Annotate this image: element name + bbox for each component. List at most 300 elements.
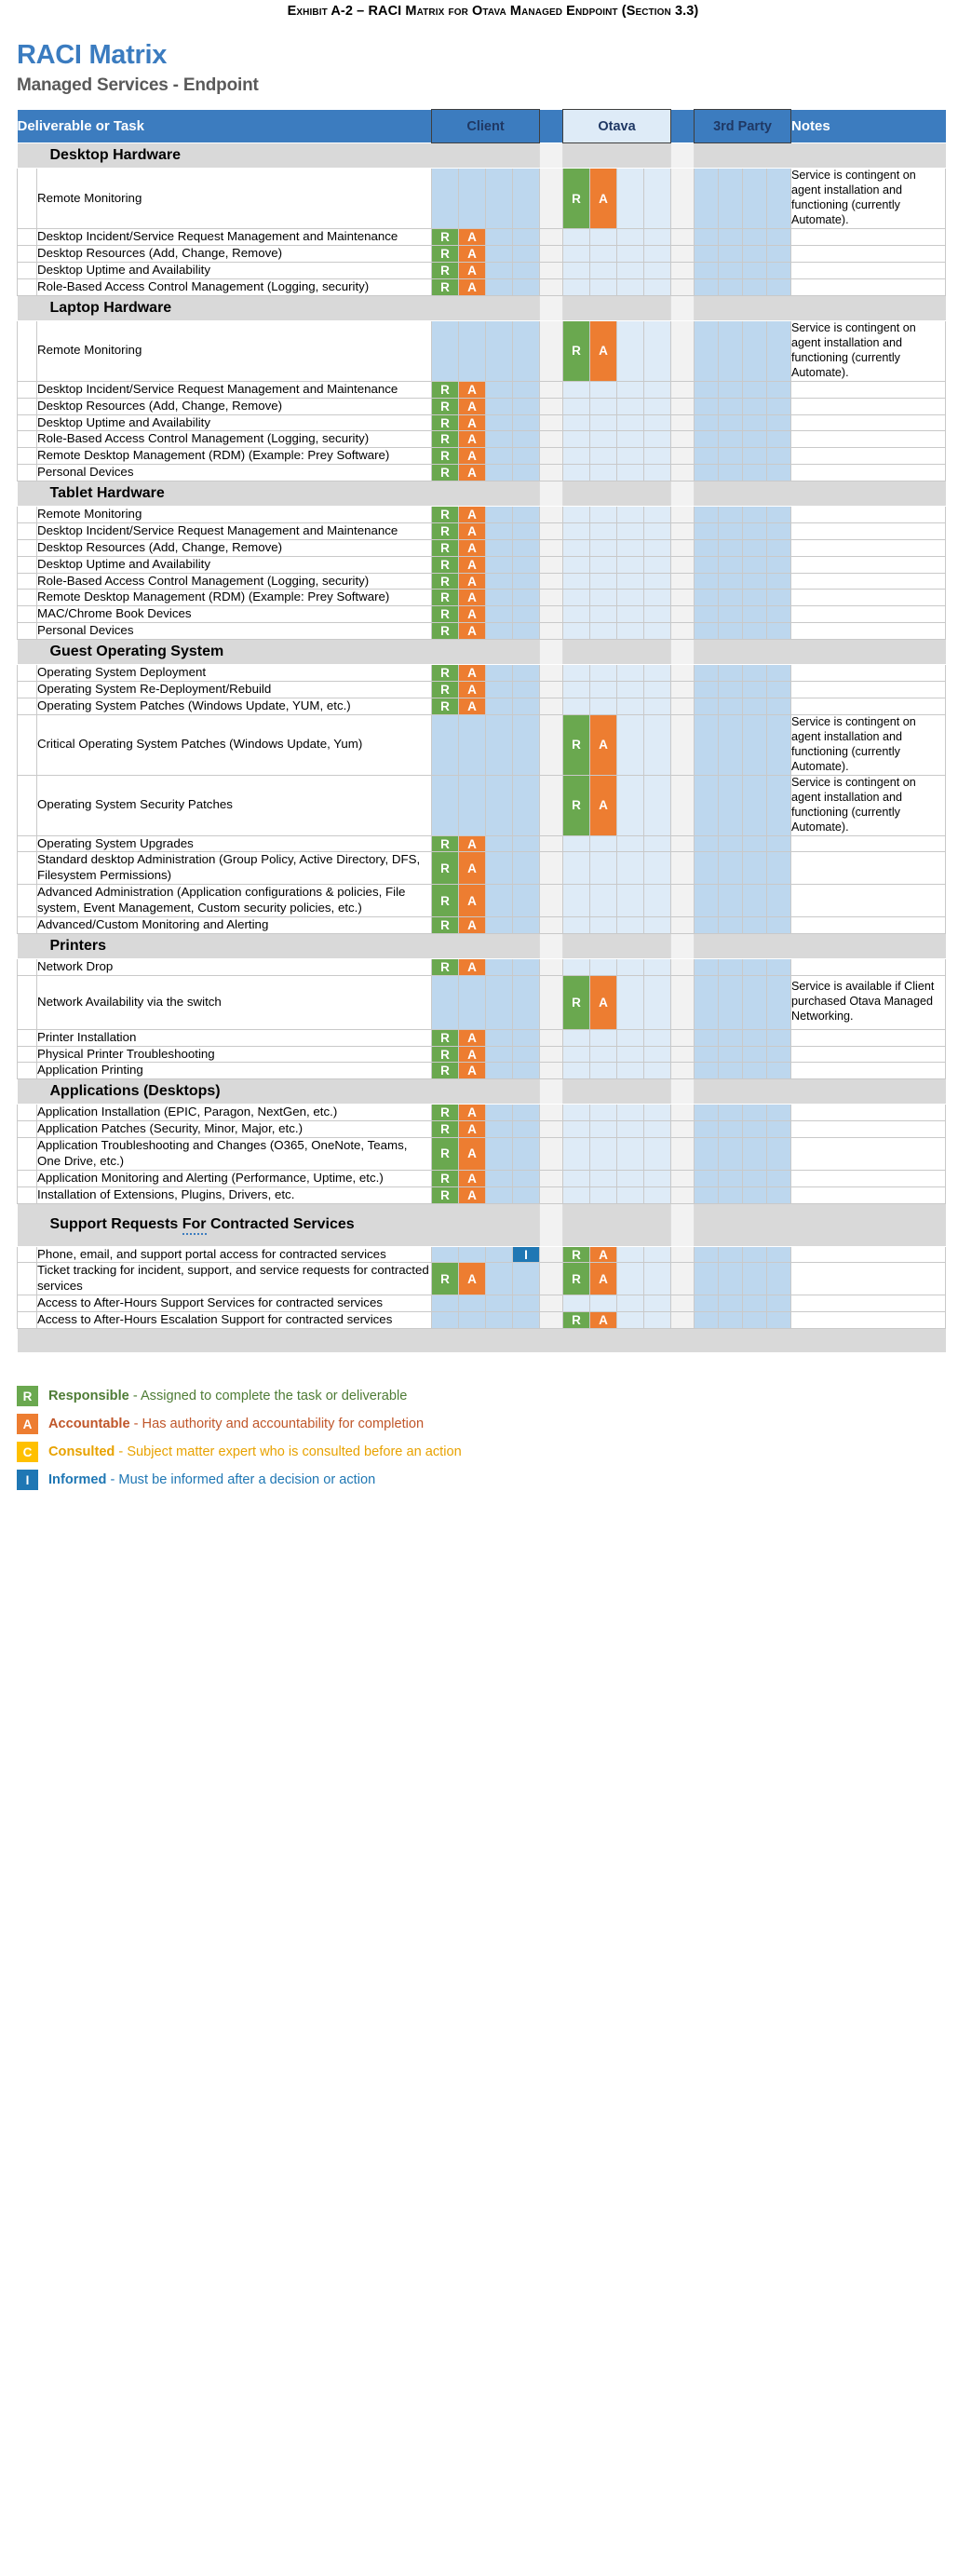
raci-cell-third-R[interactable] — [695, 623, 719, 640]
raci-cell-client-A[interactable]: A — [459, 573, 486, 590]
raci-cell-client-R[interactable]: R — [432, 573, 459, 590]
raci-cell-otava-R[interactable] — [563, 606, 590, 623]
raci-cell-otava-R[interactable] — [563, 279, 590, 296]
raci-cell-client-R[interactable]: R — [432, 448, 459, 465]
raci-cell-third-I[interactable] — [767, 1295, 791, 1312]
raci-cell-third-A[interactable] — [719, 975, 743, 1029]
raci-cell-client-R[interactable]: R — [432, 1186, 459, 1203]
raci-cell-third-R[interactable] — [695, 852, 719, 885]
raci-cell-third-C[interactable] — [743, 590, 767, 606]
raci-cell-third-C[interactable] — [743, 835, 767, 852]
raci-cell-client-A[interactable]: A — [459, 1105, 486, 1121]
raci-cell-third-I[interactable] — [767, 229, 791, 246]
raci-cell-client-C[interactable] — [486, 448, 513, 465]
raci-cell-otava-R[interactable]: R — [563, 775, 590, 835]
raci-cell-third-A[interactable] — [719, 279, 743, 296]
raci-cell-third-I[interactable] — [767, 1263, 791, 1295]
raci-cell-otava-C[interactable] — [617, 522, 644, 539]
raci-cell-client-C[interactable] — [486, 916, 513, 933]
raci-cell-third-A[interactable] — [719, 885, 743, 917]
raci-cell-client-C[interactable] — [486, 665, 513, 682]
raci-cell-third-A[interactable] — [719, 1105, 743, 1121]
raci-cell-client-I[interactable] — [513, 263, 540, 279]
raci-cell-third-R[interactable] — [695, 229, 719, 246]
raci-cell-client-I[interactable] — [513, 398, 540, 414]
raci-cell-client-I[interactable] — [513, 665, 540, 682]
raci-cell-otava-I[interactable] — [644, 714, 671, 775]
raci-cell-third-R[interactable] — [695, 507, 719, 523]
raci-cell-third-A[interactable] — [719, 623, 743, 640]
raci-cell-client-R[interactable] — [432, 1295, 459, 1312]
raci-cell-client-C[interactable] — [486, 590, 513, 606]
raci-cell-third-C[interactable] — [743, 1312, 767, 1329]
raci-cell-client-R[interactable] — [432, 975, 459, 1029]
raci-cell-otava-I[interactable] — [644, 775, 671, 835]
raci-cell-third-I[interactable] — [767, 835, 791, 852]
raci-cell-otava-A[interactable] — [590, 835, 617, 852]
raci-cell-client-I[interactable] — [513, 539, 540, 556]
raci-cell-otava-R[interactable]: R — [563, 169, 590, 229]
raci-cell-third-C[interactable] — [743, 975, 767, 1029]
raci-cell-third-C[interactable] — [743, 1121, 767, 1138]
raci-cell-third-A[interactable] — [719, 698, 743, 714]
raci-cell-client-I[interactable] — [513, 1186, 540, 1203]
raci-cell-third-C[interactable] — [743, 279, 767, 296]
raci-cell-otava-I[interactable] — [644, 1138, 671, 1171]
raci-cell-otava-C[interactable] — [617, 916, 644, 933]
raci-cell-third-C[interactable] — [743, 556, 767, 573]
raci-cell-client-A[interactable] — [459, 320, 486, 381]
raci-cell-third-A[interactable] — [719, 958, 743, 975]
raci-cell-otava-I[interactable] — [644, 320, 671, 381]
raci-cell-client-C[interactable] — [486, 246, 513, 263]
raci-cell-third-A[interactable] — [719, 320, 743, 381]
raci-cell-client-A[interactable]: A — [459, 885, 486, 917]
raci-cell-client-I[interactable] — [513, 590, 540, 606]
raci-cell-third-R[interactable] — [695, 169, 719, 229]
raci-cell-third-A[interactable] — [719, 606, 743, 623]
raci-cell-client-R[interactable] — [432, 714, 459, 775]
raci-cell-third-I[interactable] — [767, 539, 791, 556]
raci-cell-third-C[interactable] — [743, 1029, 767, 1046]
raci-cell-third-C[interactable] — [743, 522, 767, 539]
raci-cell-third-A[interactable] — [719, 381, 743, 398]
raci-cell-otava-C[interactable] — [617, 431, 644, 448]
raci-cell-otava-A[interactable] — [590, 414, 617, 431]
raci-cell-client-C[interactable] — [486, 1312, 513, 1329]
raci-cell-otava-A[interactable] — [590, 681, 617, 698]
raci-cell-otava-A[interactable] — [590, 1295, 617, 1312]
raci-cell-third-R[interactable] — [695, 263, 719, 279]
raci-cell-third-R[interactable] — [695, 246, 719, 263]
raci-cell-third-C[interactable] — [743, 1046, 767, 1063]
raci-cell-client-C[interactable] — [486, 539, 513, 556]
raci-cell-otava-R[interactable]: R — [563, 320, 590, 381]
raci-cell-otava-R[interactable] — [563, 414, 590, 431]
raci-cell-client-I[interactable] — [513, 465, 540, 481]
raci-cell-third-I[interactable] — [767, 573, 791, 590]
raci-cell-third-R[interactable] — [695, 431, 719, 448]
raci-cell-third-C[interactable] — [743, 1186, 767, 1203]
raci-cell-third-R[interactable] — [695, 414, 719, 431]
raci-cell-client-A[interactable] — [459, 775, 486, 835]
raci-cell-third-R[interactable] — [695, 398, 719, 414]
raci-cell-third-A[interactable] — [719, 1263, 743, 1295]
raci-cell-otava-C[interactable] — [617, 414, 644, 431]
raci-cell-client-I[interactable] — [513, 1029, 540, 1046]
raci-cell-client-I[interactable] — [513, 229, 540, 246]
raci-cell-client-I[interactable] — [513, 623, 540, 640]
raci-cell-client-C[interactable] — [486, 623, 513, 640]
raci-cell-otava-A[interactable] — [590, 398, 617, 414]
raci-cell-client-R[interactable] — [432, 169, 459, 229]
raci-cell-otava-R[interactable] — [563, 507, 590, 523]
raci-cell-third-I[interactable] — [767, 1063, 791, 1079]
raci-cell-client-I[interactable] — [513, 606, 540, 623]
raci-cell-client-C[interactable] — [486, 263, 513, 279]
raci-cell-client-A[interactable]: A — [459, 1063, 486, 1079]
raci-cell-third-I[interactable] — [767, 714, 791, 775]
raci-cell-otava-R[interactable] — [563, 665, 590, 682]
raci-cell-client-C[interactable] — [486, 169, 513, 229]
raci-cell-client-A[interactable]: A — [459, 448, 486, 465]
raci-cell-otava-R[interactable] — [563, 1046, 590, 1063]
raci-cell-otava-R[interactable] — [563, 465, 590, 481]
raci-cell-third-A[interactable] — [719, 714, 743, 775]
raci-cell-client-C[interactable] — [486, 556, 513, 573]
raci-cell-client-I[interactable]: I — [513, 1246, 540, 1263]
raci-cell-third-A[interactable] — [719, 398, 743, 414]
raci-cell-client-A[interactable]: A — [459, 590, 486, 606]
raci-cell-third-C[interactable] — [743, 465, 767, 481]
raci-cell-third-A[interactable] — [719, 1170, 743, 1186]
raci-cell-client-A[interactable]: A — [459, 522, 486, 539]
raci-cell-otava-C[interactable] — [617, 229, 644, 246]
raci-cell-third-I[interactable] — [767, 381, 791, 398]
raci-cell-otava-I[interactable] — [644, 1170, 671, 1186]
raci-cell-client-A[interactable]: A — [459, 431, 486, 448]
raci-cell-third-A[interactable] — [719, 852, 743, 885]
raci-cell-third-R[interactable] — [695, 714, 719, 775]
raci-cell-otava-A[interactable] — [590, 1170, 617, 1186]
raci-cell-otava-I[interactable] — [644, 169, 671, 229]
raci-cell-client-R[interactable]: R — [432, 522, 459, 539]
raci-cell-otava-A[interactable] — [590, 431, 617, 448]
raci-cell-third-R[interactable] — [695, 1186, 719, 1203]
raci-cell-third-R[interactable] — [695, 1170, 719, 1186]
raci-cell-otava-C[interactable] — [617, 1121, 644, 1138]
raci-cell-otava-R[interactable] — [563, 1121, 590, 1138]
raci-cell-otava-I[interactable] — [644, 556, 671, 573]
raci-cell-otava-R[interactable] — [563, 958, 590, 975]
raci-cell-otava-R[interactable] — [563, 229, 590, 246]
raci-cell-third-I[interactable] — [767, 958, 791, 975]
raci-cell-otava-R[interactable] — [563, 885, 590, 917]
raci-cell-client-C[interactable] — [486, 507, 513, 523]
raci-cell-client-I[interactable] — [513, 522, 540, 539]
raci-cell-third-C[interactable] — [743, 169, 767, 229]
raci-cell-client-C[interactable] — [486, 522, 513, 539]
raci-cell-third-I[interactable] — [767, 852, 791, 885]
raci-cell-third-I[interactable] — [767, 590, 791, 606]
raci-cell-client-I[interactable] — [513, 975, 540, 1029]
raci-cell-client-I[interactable] — [513, 1312, 540, 1329]
raci-cell-third-I[interactable] — [767, 698, 791, 714]
raci-cell-client-I[interactable] — [513, 381, 540, 398]
raci-cell-third-I[interactable] — [767, 1246, 791, 1263]
raci-cell-client-C[interactable] — [486, 431, 513, 448]
raci-cell-otava-C[interactable] — [617, 1295, 644, 1312]
raci-cell-client-R[interactable]: R — [432, 606, 459, 623]
raci-cell-client-I[interactable] — [513, 556, 540, 573]
raci-cell-otava-A[interactable] — [590, 623, 617, 640]
raci-cell-client-A[interactable]: A — [459, 539, 486, 556]
raci-cell-client-C[interactable] — [486, 775, 513, 835]
raci-cell-otava-A[interactable] — [590, 279, 617, 296]
raci-cell-third-C[interactable] — [743, 398, 767, 414]
raci-cell-third-A[interactable] — [719, 1046, 743, 1063]
raci-cell-otava-R[interactable] — [563, 1170, 590, 1186]
raci-cell-client-I[interactable] — [513, 1121, 540, 1138]
raci-cell-third-I[interactable] — [767, 169, 791, 229]
raci-cell-otava-C[interactable] — [617, 958, 644, 975]
raci-cell-third-C[interactable] — [743, 885, 767, 917]
raci-cell-otava-A[interactable]: A — [590, 320, 617, 381]
raci-cell-client-A[interactable]: A — [459, 698, 486, 714]
raci-cell-otava-R[interactable] — [563, 1186, 590, 1203]
raci-cell-client-R[interactable]: R — [432, 507, 459, 523]
raci-cell-otava-R[interactable] — [563, 916, 590, 933]
raci-cell-otava-A[interactable] — [590, 1063, 617, 1079]
raci-cell-otava-R[interactable] — [563, 448, 590, 465]
raci-cell-third-R[interactable] — [695, 681, 719, 698]
raci-cell-otava-I[interactable] — [644, 606, 671, 623]
raci-cell-otava-R[interactable]: R — [563, 714, 590, 775]
raci-cell-otava-C[interactable] — [617, 975, 644, 1029]
raci-cell-otava-I[interactable] — [644, 835, 671, 852]
raci-cell-otava-R[interactable] — [563, 590, 590, 606]
raci-cell-third-R[interactable] — [695, 573, 719, 590]
raci-cell-client-I[interactable] — [513, 681, 540, 698]
raci-cell-otava-R[interactable]: R — [563, 975, 590, 1029]
raci-cell-third-R[interactable] — [695, 522, 719, 539]
raci-cell-client-A[interactable]: A — [459, 465, 486, 481]
raci-cell-third-R[interactable] — [695, 975, 719, 1029]
raci-cell-otava-A[interactable]: A — [590, 169, 617, 229]
raci-cell-client-C[interactable] — [486, 1029, 513, 1046]
raci-cell-client-C[interactable] — [486, 1186, 513, 1203]
raci-cell-otava-A[interactable]: A — [590, 1312, 617, 1329]
raci-cell-third-I[interactable] — [767, 1105, 791, 1121]
raci-cell-third-C[interactable] — [743, 606, 767, 623]
raci-cell-client-C[interactable] — [486, 1263, 513, 1295]
raci-cell-otava-I[interactable] — [644, 698, 671, 714]
raci-cell-otava-I[interactable] — [644, 1263, 671, 1295]
raci-cell-otava-A[interactable] — [590, 1046, 617, 1063]
raci-cell-third-I[interactable] — [767, 320, 791, 381]
raci-cell-client-I[interactable] — [513, 246, 540, 263]
raci-cell-third-A[interactable] — [719, 263, 743, 279]
raci-cell-client-A[interactable]: A — [459, 381, 486, 398]
raci-cell-client-A[interactable]: A — [459, 835, 486, 852]
raci-cell-third-A[interactable] — [719, 507, 743, 523]
raci-cell-third-R[interactable] — [695, 958, 719, 975]
raci-cell-third-R[interactable] — [695, 1121, 719, 1138]
raci-cell-client-I[interactable] — [513, 573, 540, 590]
raci-cell-third-R[interactable] — [695, 916, 719, 933]
raci-cell-otava-R[interactable] — [563, 698, 590, 714]
raci-cell-otava-R[interactable]: R — [563, 1263, 590, 1295]
raci-cell-otava-C[interactable] — [617, 1312, 644, 1329]
raci-cell-client-A[interactable] — [459, 975, 486, 1029]
raci-cell-otava-I[interactable] — [644, 1246, 671, 1263]
raci-cell-otava-I[interactable] — [644, 852, 671, 885]
raci-cell-third-C[interactable] — [743, 381, 767, 398]
raci-cell-third-I[interactable] — [767, 414, 791, 431]
raci-cell-client-I[interactable] — [513, 775, 540, 835]
raci-cell-client-A[interactable]: A — [459, 246, 486, 263]
raci-cell-otava-I[interactable] — [644, 573, 671, 590]
raci-cell-client-A[interactable]: A — [459, 229, 486, 246]
raci-cell-otava-C[interactable] — [617, 835, 644, 852]
raci-cell-third-A[interactable] — [719, 1186, 743, 1203]
raci-cell-third-A[interactable] — [719, 448, 743, 465]
raci-cell-third-A[interactable] — [719, 1246, 743, 1263]
raci-cell-otava-I[interactable] — [644, 1121, 671, 1138]
raci-cell-otava-I[interactable] — [644, 246, 671, 263]
raci-cell-third-C[interactable] — [743, 1295, 767, 1312]
raci-cell-otava-R[interactable] — [563, 573, 590, 590]
raci-cell-otava-C[interactable] — [617, 775, 644, 835]
raci-cell-client-A[interactable]: A — [459, 665, 486, 682]
raci-cell-otava-A[interactable] — [590, 852, 617, 885]
raci-cell-client-I[interactable] — [513, 1263, 540, 1295]
raci-cell-client-R[interactable] — [432, 775, 459, 835]
raci-cell-client-C[interactable] — [486, 852, 513, 885]
raci-cell-otava-C[interactable] — [617, 169, 644, 229]
raci-cell-client-A[interactable] — [459, 169, 486, 229]
raci-cell-otava-I[interactable] — [644, 1312, 671, 1329]
raci-cell-otava-A[interactable] — [590, 1138, 617, 1171]
raci-cell-third-I[interactable] — [767, 665, 791, 682]
raci-cell-third-R[interactable] — [695, 590, 719, 606]
raci-cell-otava-C[interactable] — [617, 1029, 644, 1046]
raci-cell-otava-C[interactable] — [617, 1263, 644, 1295]
raci-cell-third-A[interactable] — [719, 573, 743, 590]
raci-cell-otava-R[interactable] — [563, 431, 590, 448]
raci-cell-third-I[interactable] — [767, 465, 791, 481]
raci-cell-otava-I[interactable] — [644, 665, 671, 682]
raci-cell-client-R[interactable]: R — [432, 431, 459, 448]
raci-cell-client-C[interactable] — [486, 975, 513, 1029]
raci-cell-client-A[interactable]: A — [459, 623, 486, 640]
raci-cell-client-A[interactable]: A — [459, 1263, 486, 1295]
raci-cell-client-C[interactable] — [486, 1138, 513, 1171]
raci-cell-client-C[interactable] — [486, 279, 513, 296]
raci-cell-client-I[interactable] — [513, 169, 540, 229]
raci-cell-otava-R[interactable] — [563, 1029, 590, 1046]
raci-cell-client-R[interactable]: R — [432, 1046, 459, 1063]
raci-cell-third-R[interactable] — [695, 698, 719, 714]
raci-cell-otava-C[interactable] — [617, 279, 644, 296]
raci-cell-otava-R[interactable]: R — [563, 1246, 590, 1263]
raci-cell-client-A[interactable]: A — [459, 681, 486, 698]
raci-cell-third-C[interactable] — [743, 958, 767, 975]
raci-cell-otava-A[interactable] — [590, 556, 617, 573]
raci-cell-otava-C[interactable] — [617, 681, 644, 698]
raci-cell-client-R[interactable]: R — [432, 465, 459, 481]
raci-cell-otava-C[interactable] — [617, 320, 644, 381]
raci-cell-third-C[interactable] — [743, 539, 767, 556]
raci-cell-client-A[interactable]: A — [459, 1046, 486, 1063]
raci-cell-third-C[interactable] — [743, 1063, 767, 1079]
raci-cell-client-I[interactable] — [513, 414, 540, 431]
raci-cell-otava-A[interactable] — [590, 1029, 617, 1046]
raci-cell-third-I[interactable] — [767, 606, 791, 623]
raci-cell-third-R[interactable] — [695, 775, 719, 835]
raci-cell-client-R[interactable]: R — [432, 1138, 459, 1171]
raci-cell-otava-C[interactable] — [617, 1186, 644, 1203]
raci-cell-otava-A[interactable]: A — [590, 975, 617, 1029]
raci-cell-client-A[interactable]: A — [459, 507, 486, 523]
raci-cell-client-A[interactable] — [459, 1246, 486, 1263]
raci-cell-client-C[interactable] — [486, 398, 513, 414]
raci-cell-client-A[interactable] — [459, 1312, 486, 1329]
raci-cell-client-I[interactable] — [513, 958, 540, 975]
raci-cell-third-A[interactable] — [719, 1029, 743, 1046]
raci-cell-client-A[interactable]: A — [459, 916, 486, 933]
raci-cell-otava-I[interactable] — [644, 975, 671, 1029]
raci-cell-third-C[interactable] — [743, 507, 767, 523]
raci-cell-otava-I[interactable] — [644, 1063, 671, 1079]
raci-cell-client-R[interactable]: R — [432, 623, 459, 640]
raci-cell-otava-I[interactable] — [644, 381, 671, 398]
raci-cell-third-I[interactable] — [767, 1312, 791, 1329]
raci-cell-third-C[interactable] — [743, 698, 767, 714]
raci-cell-otava-C[interactable] — [617, 556, 644, 573]
raci-cell-otava-A[interactable] — [590, 381, 617, 398]
raci-cell-third-A[interactable] — [719, 539, 743, 556]
raci-cell-third-R[interactable] — [695, 1312, 719, 1329]
raci-cell-otava-C[interactable] — [617, 573, 644, 590]
raci-cell-otava-R[interactable] — [563, 539, 590, 556]
raci-cell-third-A[interactable] — [719, 835, 743, 852]
raci-cell-otava-I[interactable] — [644, 507, 671, 523]
raci-cell-otava-I[interactable] — [644, 465, 671, 481]
raci-cell-client-A[interactable]: A — [459, 556, 486, 573]
raci-cell-client-A[interactable]: A — [459, 279, 486, 296]
raci-cell-client-C[interactable] — [486, 320, 513, 381]
raci-cell-otava-C[interactable] — [617, 852, 644, 885]
raci-cell-third-A[interactable] — [719, 1063, 743, 1079]
raci-cell-otava-C[interactable] — [617, 448, 644, 465]
raci-cell-otava-I[interactable] — [644, 623, 671, 640]
raci-cell-third-I[interactable] — [767, 1170, 791, 1186]
raci-cell-third-I[interactable] — [767, 246, 791, 263]
raci-cell-otava-I[interactable] — [644, 229, 671, 246]
raci-cell-otava-C[interactable] — [617, 1170, 644, 1186]
raci-cell-client-A[interactable]: A — [459, 414, 486, 431]
raci-cell-client-I[interactable] — [513, 698, 540, 714]
raci-cell-otava-R[interactable] — [563, 1105, 590, 1121]
raci-cell-otava-C[interactable] — [617, 885, 644, 917]
raci-cell-client-A[interactable]: A — [459, 263, 486, 279]
raci-cell-third-I[interactable] — [767, 623, 791, 640]
raci-cell-otava-R[interactable] — [563, 398, 590, 414]
raci-cell-third-C[interactable] — [743, 320, 767, 381]
raci-cell-third-A[interactable] — [719, 556, 743, 573]
raci-cell-third-R[interactable] — [695, 539, 719, 556]
